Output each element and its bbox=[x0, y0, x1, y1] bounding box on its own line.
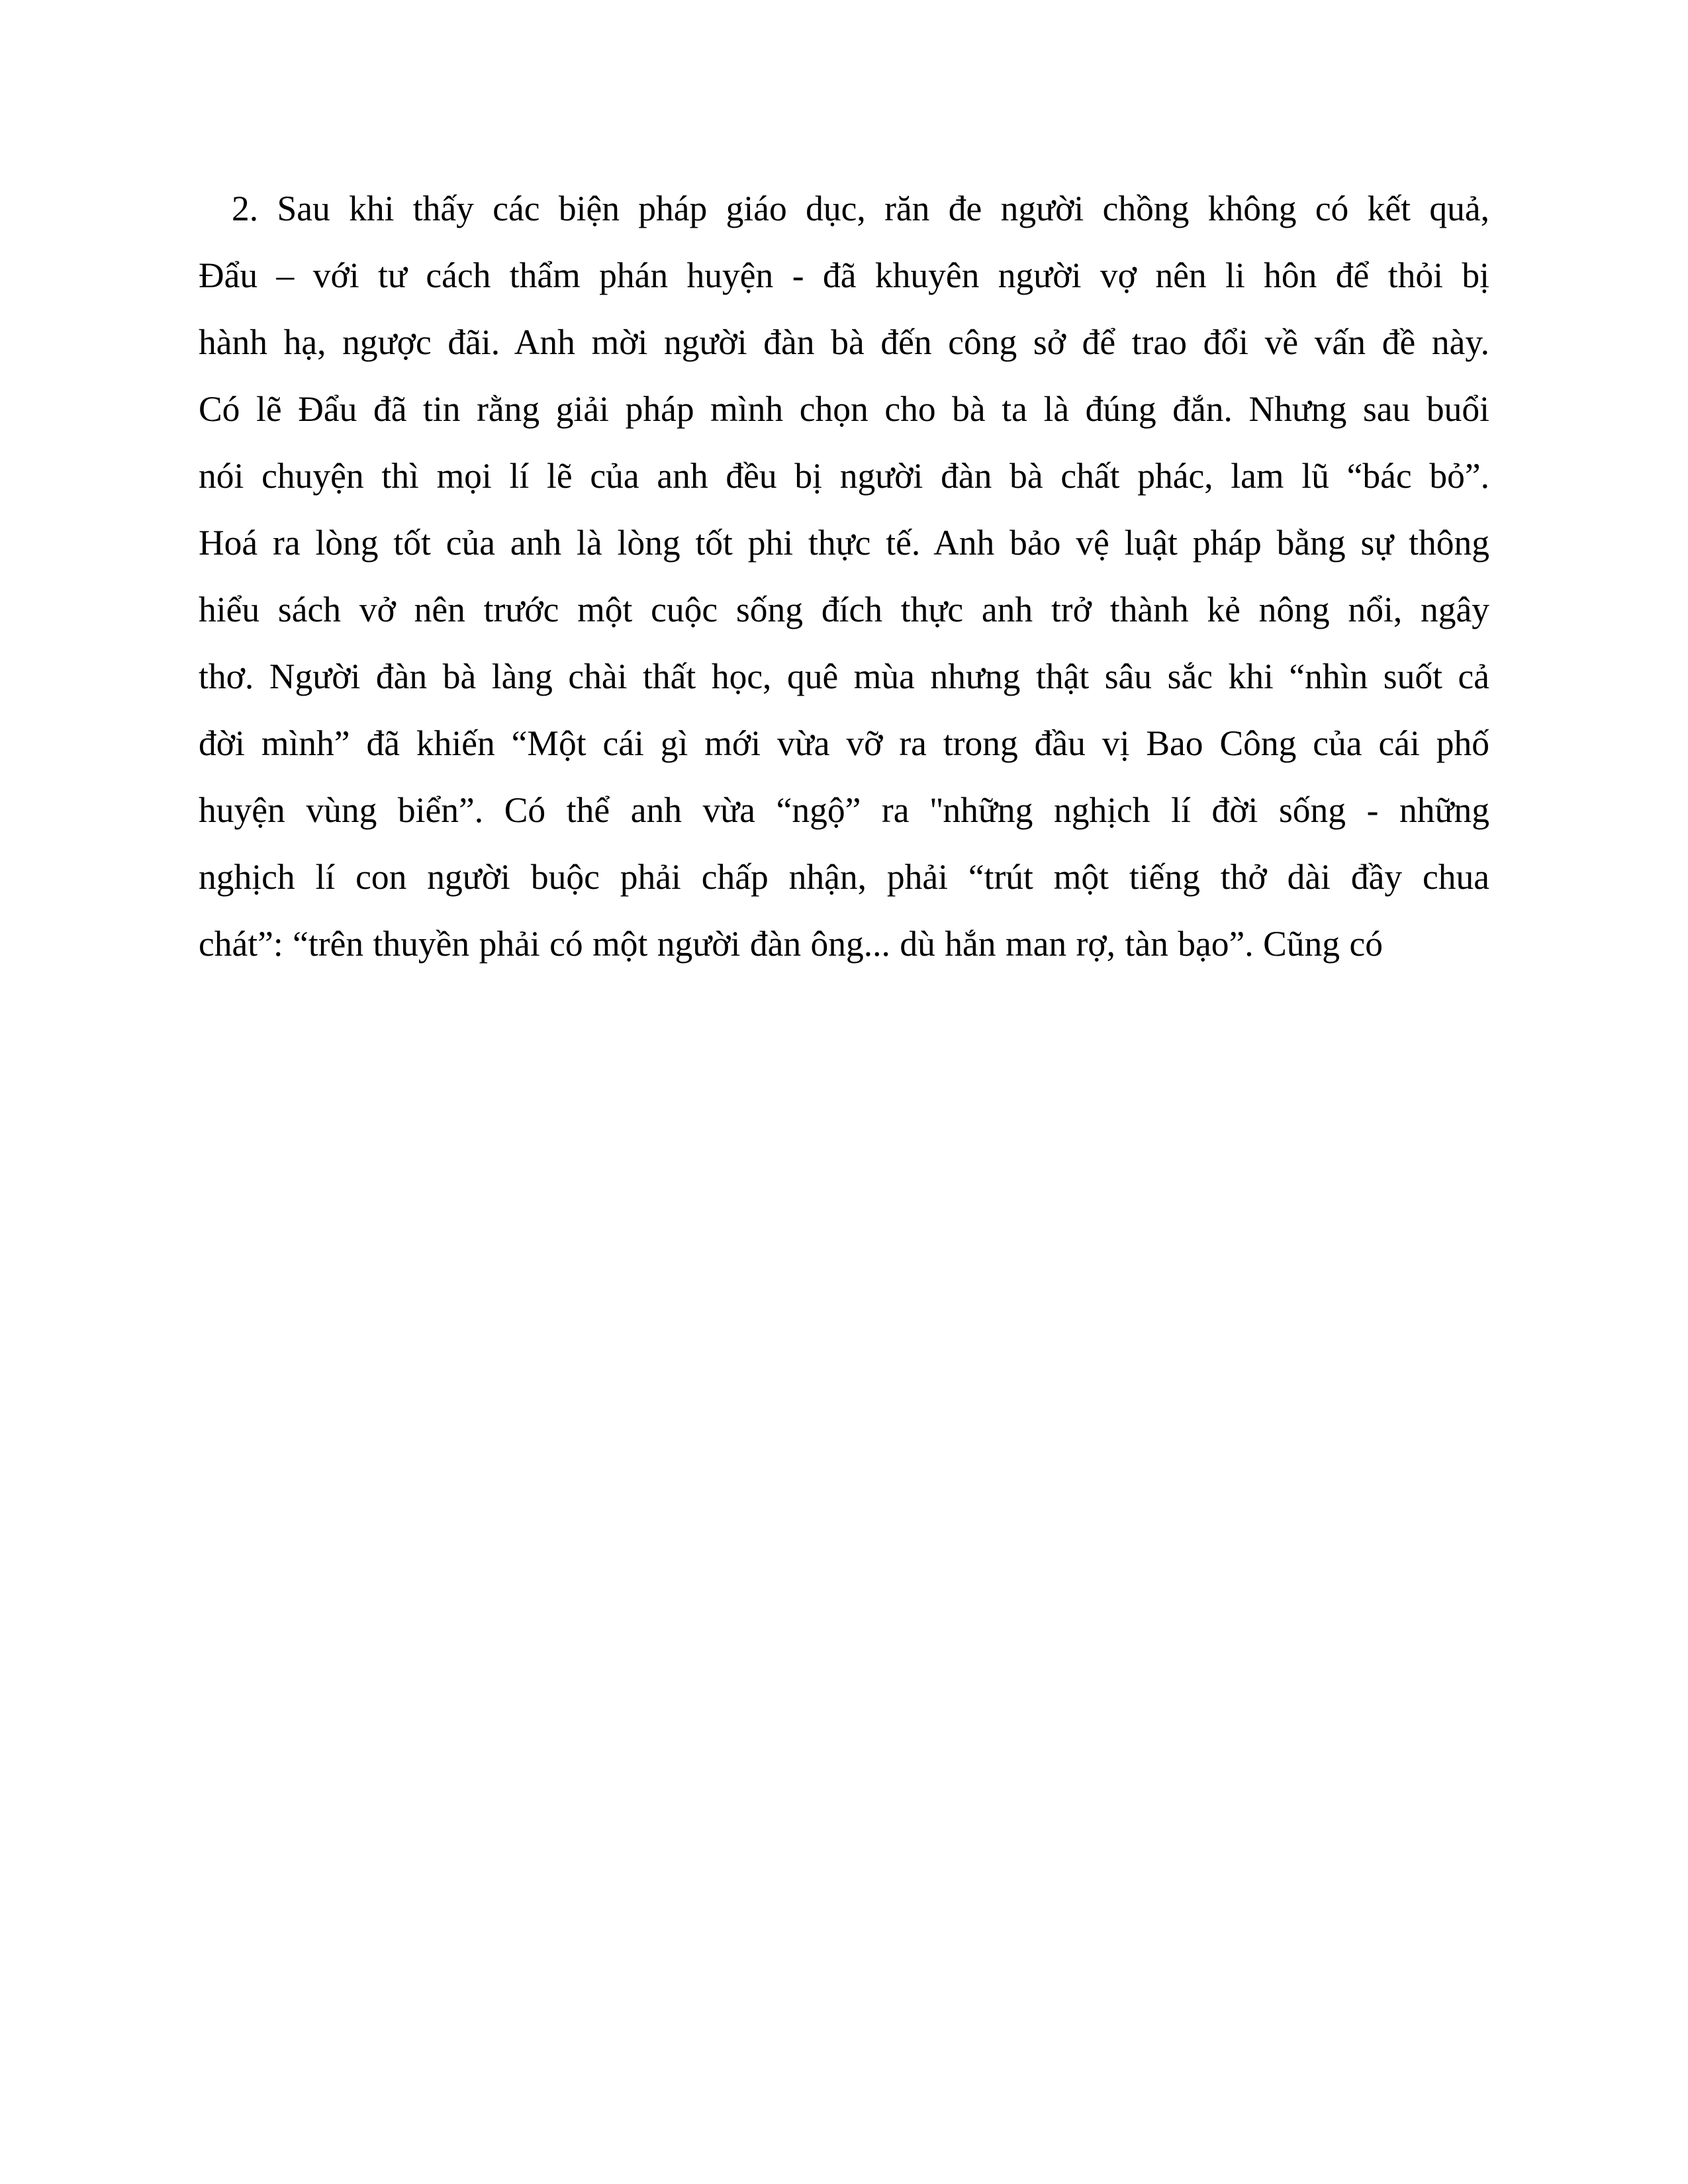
paragraph-line-6: Hoá ra lòng tốt của anh là lòng tốt phi thực tế. Anh bảo vệ luật pháp bằng sự thông bbox=[199, 523, 1489, 563]
paragraph-line-3: hành hạ, ngược đãi. Anh mời người đàn bà đến công sở để trao đổi về vấn đề này. bbox=[199, 322, 1489, 362]
paragraph-line-10: huyện vùng biển”. Có thể anh vừa “ngộ” ra ''những nghịch lí đời sống - những bbox=[199, 790, 1489, 830]
body-paragraph bbox=[199, 175, 1489, 978]
paragraph-line-11: nghịch lí con người buộc phải chấp nhận, phải “trút một tiếng thở dài đầy chua bbox=[199, 857, 1489, 897]
paragraph-line-2: Đẩu – với tư cách thẩm phán huyện - đã khuyên người vợ nên li hôn để thỏi bị bbox=[199, 255, 1489, 295]
paragraph-line-7: hiểu sách vở nên trước một cuộc sống đích thực anh trở thành kẻ nông nổi, ngây bbox=[199, 590, 1489, 629]
paragraph-line-12: chát”: “trên thuyền phải có một người đàn ông... dù hắn man rợ, tàn bạo”. Cũng có bbox=[199, 924, 1383, 964]
paragraph-line-9: đời mình” đã khiến “Một cái gì mới vừa vỡ ra trong đầu vị Bao Công của cái phố bbox=[199, 723, 1489, 763]
paragraph-line-1: 2. Sau khi thấy các biện pháp giáo dục, răn đe người chồng không có kết quả, bbox=[232, 189, 1489, 228]
paragraph-line-8: thơ. Người đàn bà làng chài thất học, quê mùa nhưng thật sâu sắc khi “nhìn suốt cả bbox=[199, 657, 1489, 696]
paragraph-line-5: nói chuyện thì mọi lí lẽ của anh đều bị người đàn bà chất phác, lam lũ “bác bỏ”. bbox=[199, 456, 1489, 496]
paragraph-line-4: Có lẽ Đẩu đã tin rằng giải pháp mình chọn cho bà ta là đúng đắn. Nhưng sau buổi bbox=[199, 389, 1489, 429]
